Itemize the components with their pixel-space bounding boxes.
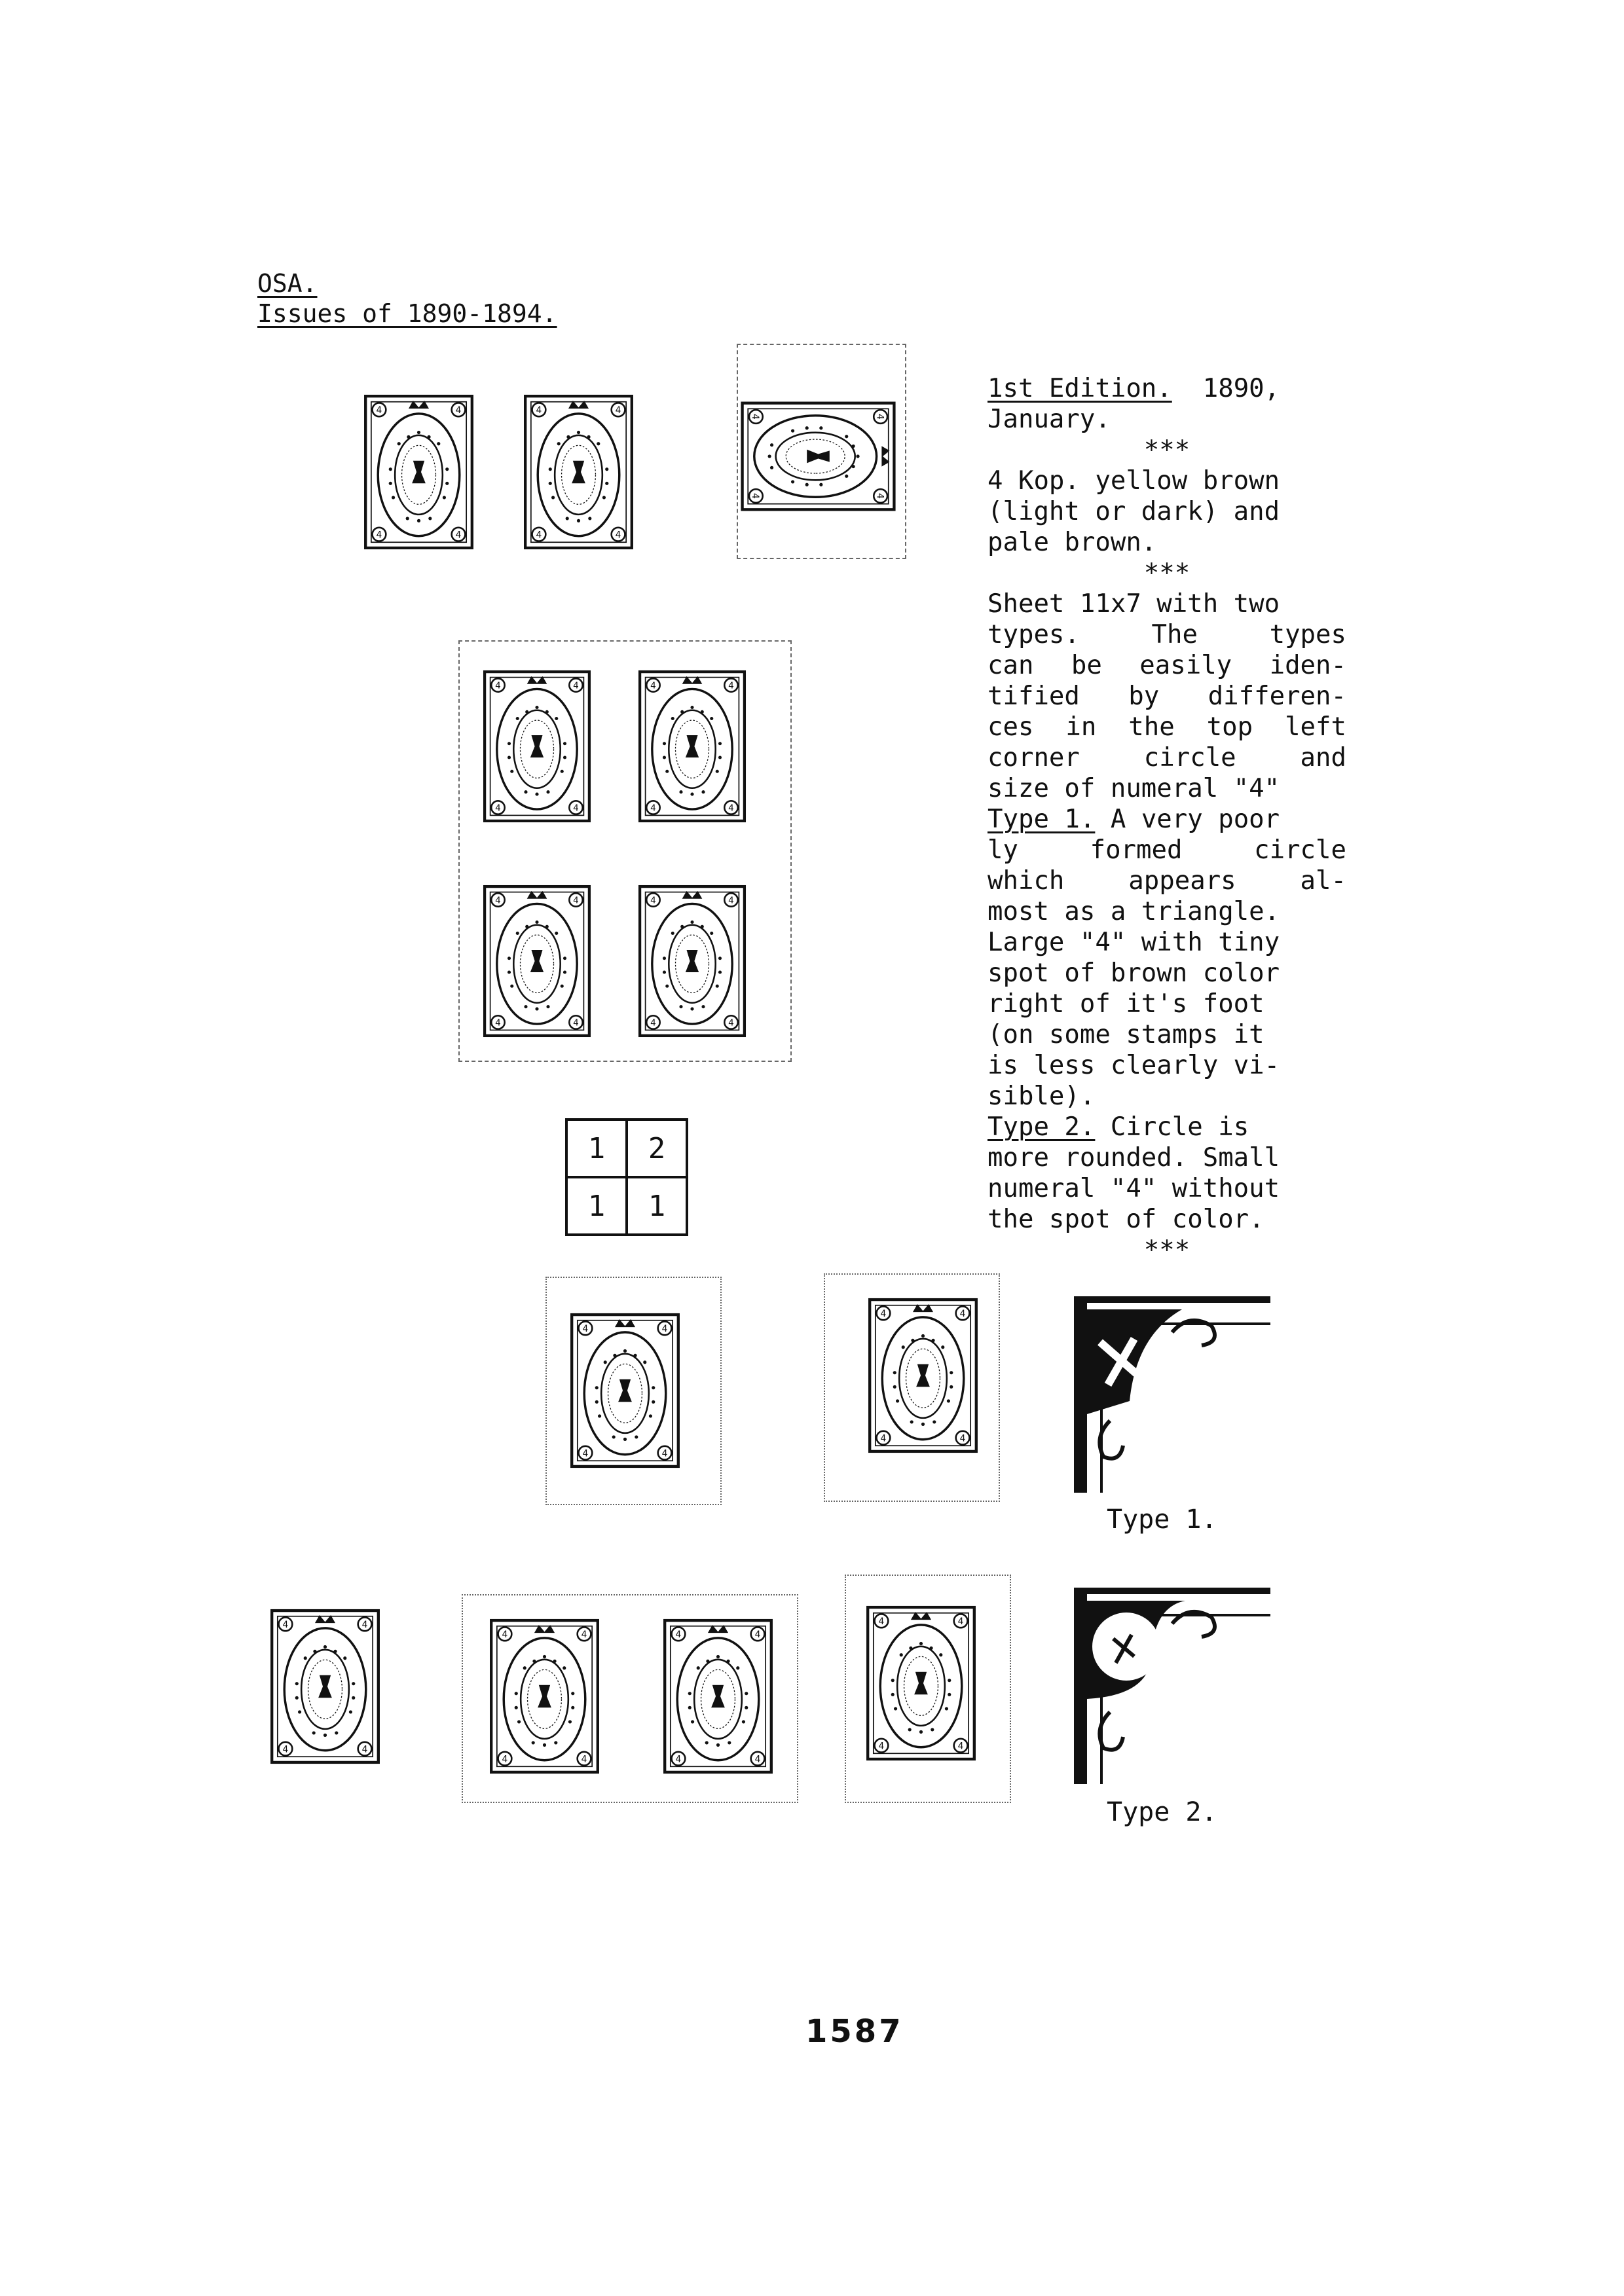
edition-line: 1st Edition. 1890,: [987, 374, 1280, 403]
type2-text: numeral "4" without: [987, 1174, 1280, 1203]
stamp-image: [568, 1305, 682, 1476]
type1-text: spot of brown color: [987, 958, 1280, 988]
separator-stars: ***: [1143, 558, 1190, 588]
grid-cell: 1: [566, 1120, 627, 1177]
stamp-image-rotated: [734, 400, 903, 513]
type1-text: ly formed circle: [987, 835, 1346, 865]
type1-text: (on some stamps it: [987, 1020, 1264, 1049]
stamp-image: [866, 1290, 980, 1461]
page-number: 1587: [805, 2013, 904, 2050]
type2-text: the spot of color.: [987, 1205, 1264, 1234]
page-subtitle: Issues of 1890-1894.: [257, 299, 557, 328]
stamp-image: [488, 1611, 601, 1782]
type1-text: most as a triangle.: [987, 897, 1280, 926]
type1-text: is less clearly vi-: [987, 1051, 1280, 1080]
type1-text: Large "4" with tiny: [987, 928, 1280, 957]
edition-month: January.: [987, 405, 1111, 434]
description-text: [987, 373, 1346, 1266]
type1-text: right of it's foot: [987, 989, 1264, 1019]
page-title: OSA.: [257, 269, 318, 298]
description-line: pale brown.: [987, 528, 1157, 557]
stamp-image: [481, 876, 593, 1046]
stamp-image: [481, 661, 593, 831]
type1-text: sible).: [987, 1082, 1096, 1111]
type2-text: more rounded. Small: [987, 1143, 1280, 1173]
type-position-grid: [565, 1118, 688, 1236]
description-line: tified by differen-: [987, 682, 1346, 711]
separator-stars: ***: [1143, 1235, 1190, 1265]
description-line: 4 Kop. yellow brown: [987, 466, 1280, 496]
type2-corner-diagram: [1074, 1588, 1270, 1784]
description-line: size of numeral "4": [987, 774, 1280, 803]
grid-cell: 1: [627, 1177, 687, 1235]
description-line: ces in the top left: [987, 712, 1346, 742]
stamp-image: [362, 388, 475, 556]
stamp-image: [522, 388, 635, 556]
type1-text: which appears al-: [987, 866, 1346, 896]
grid-cell: 1: [566, 1177, 627, 1235]
type1-caption: Type 1.: [1107, 1504, 1217, 1535]
description-line: can be easily iden-: [987, 651, 1346, 680]
grid-cell: 2: [627, 1120, 687, 1177]
type2-caption: Type 2.: [1107, 1797, 1217, 1827]
stamp-image: [637, 876, 748, 1046]
stamp-image: [661, 1611, 775, 1782]
type1-line: Type 1. A very poor: [987, 805, 1280, 834]
description-line: types. The types: [987, 620, 1346, 649]
description-line: (light or dark) and: [987, 497, 1280, 526]
type1-corner-diagram: [1074, 1296, 1270, 1493]
type2-line: Type 2. Circle is: [987, 1112, 1249, 1142]
separator-stars: ***: [1143, 435, 1190, 465]
stamp-image: [637, 661, 748, 831]
stamp-image: [864, 1597, 978, 1769]
description-line: Sheet 11x7 with two: [987, 589, 1280, 619]
stamp-image: [268, 1601, 382, 1772]
description-line: corner circle and: [987, 743, 1346, 773]
